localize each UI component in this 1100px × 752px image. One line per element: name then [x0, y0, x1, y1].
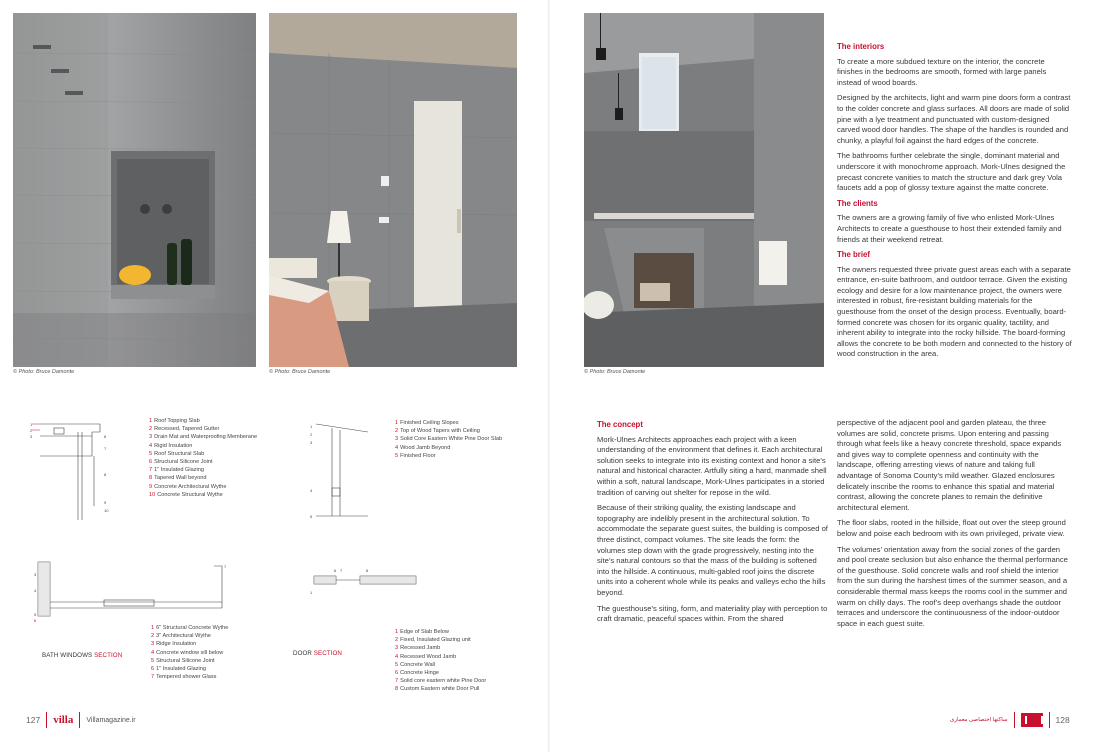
- legend-item: 10 Concrete Structural Wythe: [149, 491, 223, 498]
- photo-credit: © Photo: Bruce Damonte: [269, 369, 331, 375]
- svg-text:8: 8: [366, 568, 369, 573]
- svg-text:3: 3: [310, 440, 313, 445]
- svg-text:2: 2: [30, 428, 33, 433]
- svg-text:5: 5: [310, 514, 313, 519]
- legend-item: 6 1" Insulated Glazing: [151, 666, 206, 673]
- bath-section-legend-bottom: [151, 624, 228, 681]
- legend-item: 4 Rigid Insulation: [149, 442, 193, 449]
- door-section-drawing-top: [308, 418, 373, 529]
- paragraph: Designed by the architects, light and warm pine doors form a contrast to the colder concrete and glass surfaces. All doors are made of solid pine with a lye treatment and punctuated with custom-designed carved wood door handles. The shape of the handles is rounded and chunky, a playful foil against the hard edges of the concrete.: [837, 93, 1071, 145]
- legend-item: 1 Finished Ceiling Slopes: [395, 420, 459, 426]
- left-footer: [26, 708, 136, 732]
- bath-section-legend-top: [149, 417, 257, 499]
- villa-brand-icon: [1021, 713, 1043, 727]
- svg-text:3: 3: [34, 572, 37, 577]
- photo-bathroom-niche: [13, 13, 256, 367]
- legend-item: 1 Roof Topping Slab: [149, 418, 200, 424]
- door-section-drawing-bottom: [310, 566, 420, 601]
- right-page: [550, 0, 1100, 752]
- svg-text:6: 6: [34, 618, 37, 623]
- svg-text:1: 1: [310, 424, 313, 429]
- villa-logo: villa: [53, 714, 74, 726]
- svg-text:3: 3: [30, 434, 33, 439]
- legend-item: 1 Edge of Slab Below: [395, 629, 449, 635]
- paragraph: Because of their striking quality, the existing landscape and topography are indelibly present in the architectural solution. To accommodate the separate guest suites, the building is composed of three distinct, compact volumes. The site leads the form: the volumes step down with the grade progressively, nesting into the site’s natural contours so that the mass of the building is softened into the hillside. A continuous, multi-gabled roof joins the discrete units into a coherent whole while its peaks and valleys echo the hills beyond.: [597, 503, 828, 597]
- section-heading-concept: The concept: [597, 420, 643, 429]
- paragraph: The owners are a growing family of five who enlisted Mork-Ulnes Architects to create a guesthouse to host their extended family and friends at their weekend retreat.: [837, 213, 1062, 244]
- svg-text:4: 4: [310, 488, 313, 493]
- legend-item: 4 Recessed Wood Jamb: [395, 653, 457, 660]
- legend-item: 5 Finished Floor: [395, 452, 436, 459]
- legend-item: 8 Custom Eastern white Door Pull: [395, 686, 480, 693]
- legend-item: 6 Concrete Hinge: [395, 670, 439, 677]
- legend-item: 3 Drain Mat and Waterproofing Memberane: [149, 434, 258, 441]
- svg-text:1: 1: [30, 422, 33, 427]
- paragraph: To create a more subdued texture on the interior, the concrete finishes in the bedrooms are smooth, formed with large panels instead of wood boards.: [837, 56, 1047, 87]
- svg-text:5: 5: [34, 612, 37, 617]
- legend-item: 6 Structural Silicone Joint: [149, 459, 213, 466]
- page-number: 128: [1055, 715, 1070, 725]
- legend-item: 2 Fixed, Insulated Glazing unit: [395, 637, 471, 644]
- bath-section-drawing-top: [30, 416, 120, 531]
- legend-item: 2 Top of Wood Tapers with Ceiling: [395, 428, 480, 435]
- magazine-url[interactable]: Villamagazine.ir: [86, 716, 136, 724]
- legend-item: 7 Solid core eastern white Pine Door: [395, 678, 487, 685]
- legend-item: 2 3" Architectural Wythe: [151, 633, 211, 640]
- right-footer: [950, 708, 1070, 732]
- legend-item: 7 1" Insulated Glazing: [149, 467, 204, 474]
- photo-bedroom: [269, 13, 517, 367]
- footer-divider: [1014, 712, 1015, 728]
- paragraph: The volumes’ orientation away from the social zones of the garden and pool create seclusion but also enhance the thermal performance of the guesthouse. Solid concrete walls and roof shield the interior from the sun during the harshest times of the summer season, and a considerable thermal mass keeps the rooms cool in the summer and warm on chilly days. The roof’s deep overhangs shade the outdoor terraces and underscore the continuousness of the indoor-outdoor space in each guest suite.: [837, 544, 1068, 628]
- footer-divider: [79, 712, 80, 728]
- photo-bathroom-vanity: [584, 13, 824, 367]
- svg-text:10: 10: [104, 508, 109, 513]
- article-column-concept: [597, 418, 829, 630]
- photo-credit: © Photo: Bruce Damonte: [13, 369, 75, 375]
- legend-item: 1 6" Structural Concrete Wythe: [151, 625, 229, 631]
- legend-item: 5 Roof Structural Slab: [149, 450, 205, 457]
- legend-item: 3 Solid Core Eastern White Pine Door Slab: [395, 436, 503, 443]
- door-section-caption: DOOR SECTION: [293, 650, 342, 657]
- article-column-right-top: [837, 40, 1072, 365]
- svg-text:7: 7: [224, 564, 227, 569]
- svg-text:7: 7: [104, 446, 107, 451]
- legend-item: 9 Concrete Architectural Wythe: [149, 483, 227, 490]
- paragraph: Mork-Ulnes Architects approaches each project with a keen understanding of the environment that defines it. Each architectural solution seeks to integrate into its existing context and honor a site’s natural and historical character. Artfully siting a hard, manmade shell within a soft, natural landscape, Mork-Ulnes participates in a storied tradition of carving out shelter for repose in the wild.: [597, 434, 827, 497]
- legend-item: 5 Structural Silicone Joint: [151, 657, 215, 664]
- svg-text:1: 1: [310, 590, 313, 595]
- svg-text:6: 6: [104, 434, 107, 439]
- legend-item: 3 Ridge Insulation: [151, 641, 197, 648]
- svg-text:7: 7: [340, 568, 343, 573]
- paragraph: The guesthouse’s siting, form, and materiality play with perception to craft dramatic, peaceful spaces within. From the shared: [597, 603, 828, 624]
- svg-text:6: 6: [334, 568, 337, 573]
- paragraph: perspective of the adjacent pool and garden plateau, the three volumes are solid, concrete prisms. Upon entering and passing through what feels like a heavy concrete threshold, space expands and gives way to complete openness and continuity with the landscape, offering arresting views of nature and taking full advantage of Sonoma County’s mild weather. Glazed enclosures delicately inscribe the rooms to enhance this spatial and material contrast, allowing the concrete planes to remain the definitive architectural element.: [837, 418, 1062, 512]
- legend-item: 4 Concrete window sill below: [151, 649, 224, 656]
- svg-text:8: 8: [104, 472, 107, 477]
- svg-text:2: 2: [310, 432, 313, 437]
- footer-tagline: ساکتها اختصاصی معماری: [950, 717, 1008, 723]
- bath-windows-caption: BATH WINDOWS SECTION: [42, 652, 123, 659]
- legend-item: 5 Concrete Wall: [395, 661, 436, 668]
- legend-item: 8 Tapered Wall beyond: [149, 475, 207, 482]
- door-section-legend-bottom: [395, 628, 486, 694]
- footer-divider: [1049, 712, 1050, 728]
- svg-text:4: 4: [34, 588, 37, 593]
- footer-divider: [46, 712, 47, 728]
- legend-item: 7 Tempered shower Glass: [151, 674, 217, 681]
- section-heading-interiors: The interiors: [837, 42, 885, 51]
- section-heading-brief: The brief: [837, 250, 870, 260]
- legend-item: 2 Recessed, Tapered Gutter: [149, 426, 220, 433]
- paragraph: The floor slabs, rooted in the hillside, float out over the steep ground below and poise each bedroom with its own privileged, private view.: [837, 518, 1066, 538]
- article-column-continued: [837, 418, 1072, 634]
- legend-item: 3 Recessed Jamb: [395, 645, 441, 652]
- paragraph: The bathrooms further celebrate the single, dominant material and underscore it with monochrome approach. Mork-Ulnes designed the precast concrete vanities to match the structure and dark grey Vola faucets add a pop of glossy texture against the matte concrete.: [837, 151, 1066, 193]
- legend-item: 4 Wood Jamb Beyond: [395, 444, 451, 451]
- section-heading-clients: The clients: [837, 198, 878, 208]
- photo-credit: © Photo: Bruce Damonte: [584, 369, 646, 375]
- paragraph: The owners requested three private guest areas each with a separate entrance, en-suite bathroom, and outdoor terrace. Given the existing ecology and desire for a low maintenance project, the owners were interested in robust, fire-resistant building materials for the guesthouse from the onset of the design process. Eventually, board-formed concrete was chosen for its organic quality, tactility, and inherent ability to integrate into the rocky hillside. The board-forming allows the concrete to be both modern and connected to the history of wood construction in the area.: [837, 264, 1072, 359]
- bath-section-drawing-bottom: [34, 558, 234, 629]
- door-section-legend-top: [395, 419, 502, 460]
- svg-text:9: 9: [104, 500, 107, 505]
- page-number: 127: [26, 715, 41, 725]
